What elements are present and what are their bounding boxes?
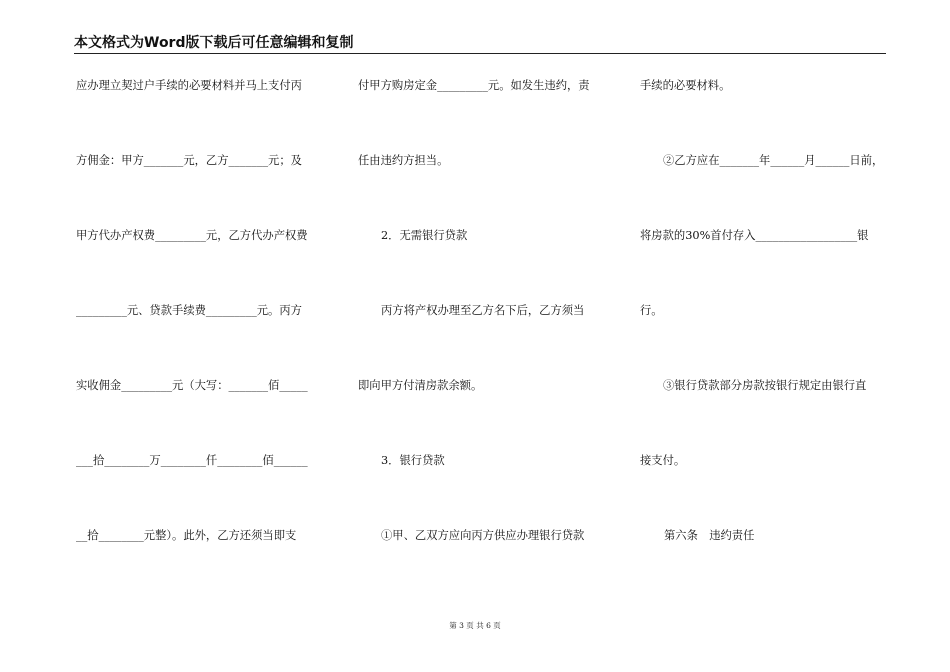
body-line: ___拾________万________仟________佰______ <box>76 454 308 467</box>
body-line: 应办理立契过户手续的必要材料并马上支付丙 <box>76 79 302 92</box>
document-header: 本文格式为Word版下载后可任意编辑和复制 <box>74 35 354 51</box>
body-line: ①甲、乙双方应向丙方供应办理银行贷款 <box>381 529 585 542</box>
body-line: 方佣金：甲方_______元，乙方_______元；及 <box>76 154 302 167</box>
body-line: 将房款的30%首付存入__________________银 <box>640 229 869 242</box>
page-number: 第 3 页 共 6 页 <box>449 621 501 630</box>
body-line: __拾________元整）。此外，乙方还须当即支 <box>76 529 297 542</box>
section-heading: 3．银行贷款 <box>381 454 445 467</box>
header-divider <box>74 53 886 54</box>
body-line: 付甲方购房定金_________元。如发生违约，责 <box>358 79 590 92</box>
body-line: 实收佣金_________元（大写：_______佰_____ <box>76 379 308 392</box>
body-line: ③银行贷款部分房款按银行规定由银行直 <box>663 379 867 392</box>
body-line: 手续的必要材料。 <box>640 79 731 92</box>
body-line: _________元、贷款手续费_________元。丙方 <box>76 304 302 317</box>
body-line: 甲方代办产权费_________元，乙方代办产权费 <box>76 229 308 242</box>
body-line: 即向甲方付清房款余额。 <box>358 379 483 392</box>
section-heading: 2．无需银行贷款 <box>381 229 468 242</box>
body-line: 任由违约方担当。 <box>358 154 449 167</box>
body-line: 行。 <box>640 304 663 317</box>
article-heading: 第六条 违约责任 <box>664 529 755 542</box>
body-line: ②乙方应在_______年______月______日前， <box>663 154 884 167</box>
body-line: 丙方将产权办理至乙方名下后，乙方须当 <box>381 304 585 317</box>
body-line: 接支付。 <box>640 454 686 467</box>
